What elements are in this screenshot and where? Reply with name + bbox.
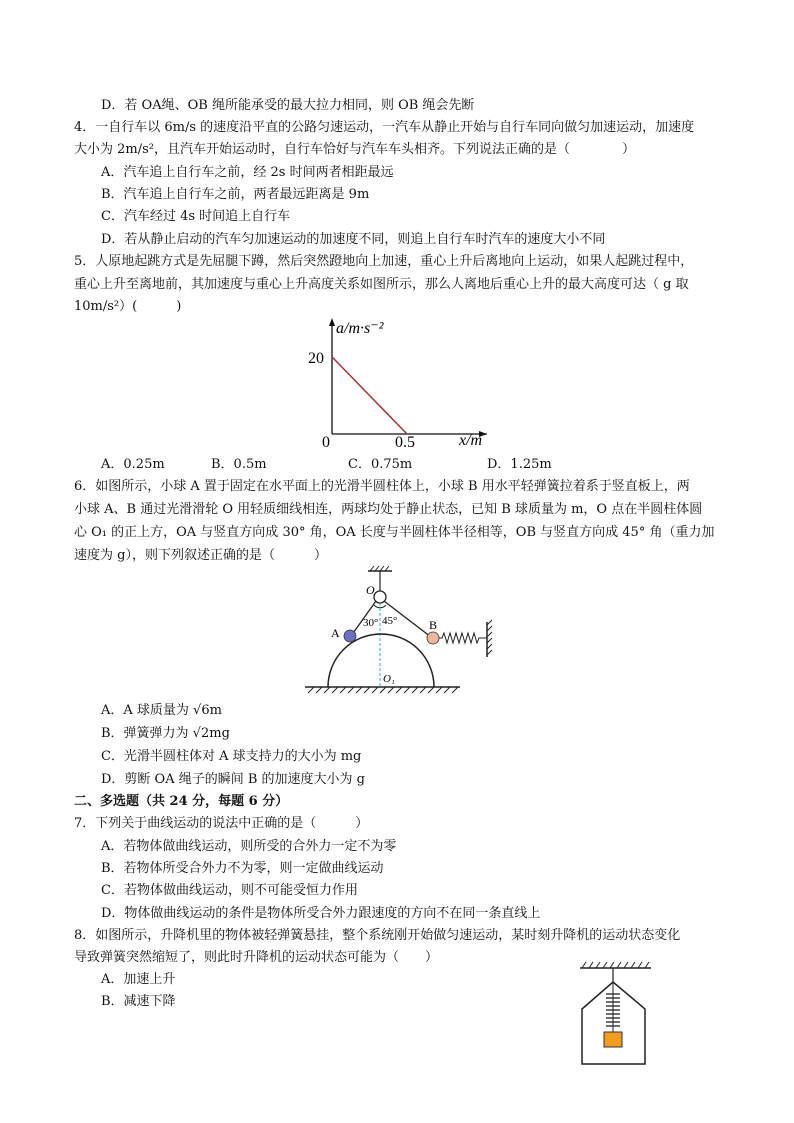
q5-option-b: B．0.5m (211, 457, 267, 472)
q6-option-c: C．光滑半圆柱体对 A 球支持力的大小为 mg (101, 749, 362, 764)
q4-stem-line2: 大小为 2m/s²，且汽车开始运动时，自行车恰好与汽车车头相齐。下列说法正确的是（ ） (74, 142, 635, 157)
x-tick-label-0.5: 0.5 (395, 434, 415, 451)
q6-stem-line4: 速度为 g），则下列叙述正确的是（ ） (74, 548, 327, 563)
q6-stem-line3: 心 O₁ 的正上方，OA 与竖直方向成 30° 角，OA 长度与半圆柱体半径相等，OB 与竖直方向成 45° 角（重力加 (74, 525, 715, 540)
label-angle-30: 30° (363, 617, 379, 629)
q7-option-a: A．若物体做曲线运动，则所受的合外力一定不为零 (101, 839, 397, 854)
q7-option-c: C．若物体做曲线运动，则不可能受恒力作用 (101, 883, 358, 898)
acceleration-height-chart (295, 315, 495, 455)
label-o: O (366, 583, 375, 597)
y-axis-arrow (329, 318, 335, 326)
q7-option-d: D．物体做曲线运动的条件是物体所受合外力跟速度的方向不在同一条直线上 (101, 906, 541, 921)
q6-stem-line1: 6．如图所示，小球 A 置于固定在水平面上的光滑半圆柱体上，小球 B 用水平轻弹簧拉着系于竖直板上，两 (74, 479, 690, 494)
data-line (332, 357, 407, 434)
label-angle-45: 45° (382, 615, 398, 627)
y-tick-label: 20 (308, 349, 324, 367)
elevator-diagram (575, 958, 655, 1070)
q7-stem: 7．下列关于曲线运动的说法中正确的是（ ） (74, 816, 369, 831)
q5-stem-line3: 10m/s²）( ) (74, 299, 182, 314)
section-title-multiple-choice: 二、多选题（共 24 分，每题 6 分） (74, 794, 289, 809)
q5-option-a: A．0.25m (101, 457, 165, 472)
q4-stem-line1: 4．一自行车以 6m/s 的速度沿平直的公路匀速运动，一汽车从静止开始与自行车同向做匀加速运动，加速度 (74, 120, 695, 135)
q8-option-b: B．减速下降 (101, 994, 176, 1009)
q3-option-d: D．若 OA绳、OB 绳所能承受的最大拉力相同，则 OB 绳会先断 (101, 98, 475, 113)
q4-option-c: C．汽车经过 4s 时间追上自行车 (101, 209, 291, 224)
q4-option-a: A．汽车追上自行车之前，经 2s 时间两者相距最远 (101, 165, 394, 180)
q5-stem-line2: 重心上升至离地前，其加速度与重心上升高度关系如图所示，那么人离地后重心上升的最大高度可达（ g 取 (74, 277, 689, 292)
ball-b (427, 632, 439, 644)
label-b: B (429, 618, 438, 632)
q8-stem-line1: 8．如图所示，升降机里的物体被轻弹簧悬挂，整个系统刚开始做匀速运动，某时刻升降机的运动状态变化 (74, 928, 681, 943)
q4-option-b: B．汽车追上自行车之前，两者最远距离是 9m (101, 187, 370, 202)
q8-option-a: A．加速上升 (101, 972, 176, 987)
label-o1: O₁ (383, 673, 395, 685)
q5-option-c: C．0.75m (348, 457, 413, 472)
q6-option-d: D．剪断 OA 绳子的瞬间 B 的加速度大小为 g (101, 772, 366, 787)
hanging-block (604, 1032, 622, 1047)
q7-option-b: B．若物体所受合外力不为零，则一定做曲线运动 (101, 861, 384, 876)
pulley-diagram (300, 565, 500, 697)
ball-a (344, 630, 356, 642)
q8-stem-line2: 导致弹簧突然缩短了，则此时升降机的运动状态可能为（ ） (74, 950, 439, 965)
q5-stem-line1: 5．人原地起跳方式是先屈腿下蹲，然后突然蹬地向上加速，重心上升后离地向上运动，如果人起跳过程中， (74, 254, 694, 269)
q5-option-d: D．1.25m (487, 457, 552, 472)
q6-option-a: A．A 球质量为 √6m (101, 703, 222, 718)
q6-stem-line2: 小球 A、B 通过光滑滑轮 O 用轻质细线相连，两球均处于静止状态，已知 B 球质量为 m，O 点在半圆柱体圆 (74, 502, 703, 517)
y-axis-label: a/m·s⁻² (336, 320, 384, 337)
q6-option-b: B．弹簧弹力为 √2mg (101, 726, 230, 741)
x-axis-label: x/m (459, 432, 483, 449)
label-a: A (331, 626, 340, 640)
q4-option-d: D．若从静止启动的汽车匀加速运动的加速度不同，则追上自行车时汽车的速度大小不同 (101, 232, 606, 247)
spring (439, 633, 487, 643)
x-tick-label-0: 0 (322, 434, 330, 451)
half-cylinder (328, 634, 434, 687)
